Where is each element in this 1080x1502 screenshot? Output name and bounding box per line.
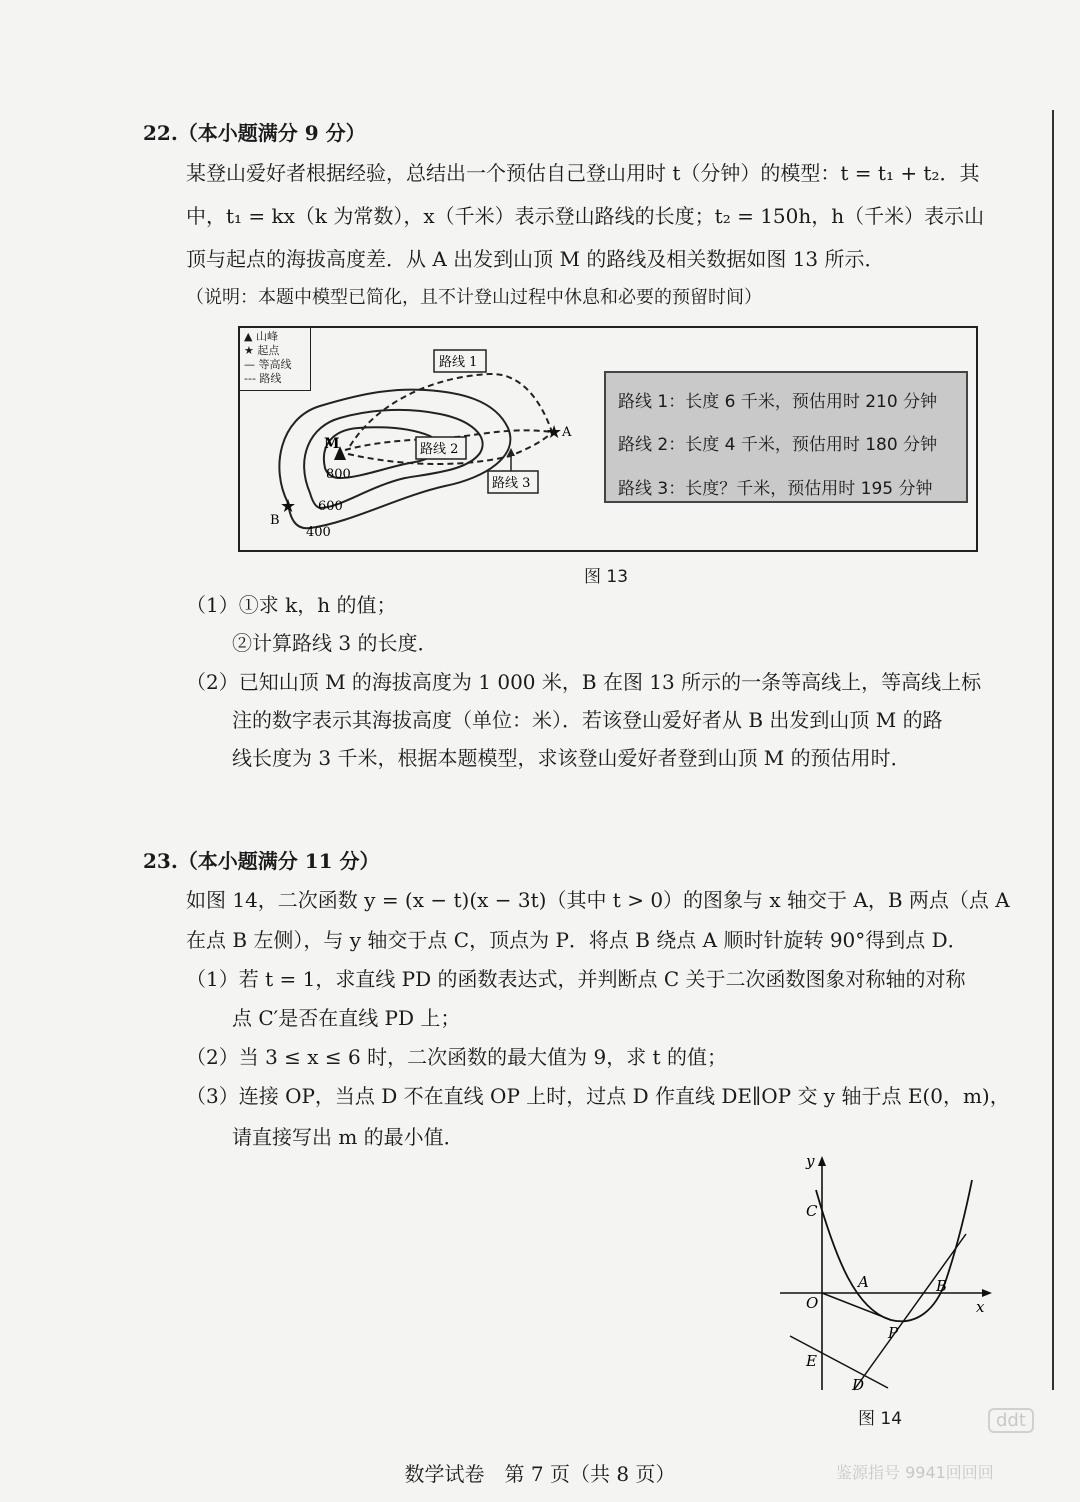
point-b-label: B (270, 513, 280, 528)
q22-part2-line1: （2）已知山顶 M 的海拔高度为 1 000 米，B 在图 13 所示的一条等高线上，等高线上标 (186, 670, 982, 694)
start-a-icon: ★ (546, 422, 563, 443)
q22-part2-line3: 线长度为 3 千米，根据本题模型，求该登山爱好者登到山顶 M 的预估用时． (232, 746, 911, 770)
q23-line2: 在点 B 左侧），与 y 轴交于点 C，顶点为 P．将点 B 绕点 A 顺时针旋转 90°得到点 D． (186, 928, 968, 952)
q23-heading: 23.（本小题满分 11 分） (143, 849, 380, 873)
line-op (822, 1293, 891, 1320)
q22-line3: 顶与起点的海拔高度差．从 A 出发到山顶 M 的路线及相关数据如图 13 所示． (186, 247, 885, 271)
contour-label-600: 600 (318, 499, 343, 514)
start-b-icon: ★ (280, 496, 297, 517)
q22-note: （说明：本题中模型已简化，且不计登山过程中休息和必要的预留时间） (186, 287, 762, 308)
q22-heading: 22.（本小题满分 9 分） (143, 121, 366, 145)
q22-part1-b: ②计算路线 3 的长度． (232, 631, 438, 655)
q23-part2: （2）当 3 ≤ x ≤ 6 时，二次函数的最大值为 9，求 t 的值； (186, 1045, 727, 1069)
label-x: x (976, 1298, 985, 1316)
q23-part1-line1: （1）若 t = 1，求直线 PD 的函数表达式，并判断点 C 关于二次函数图象对称轴的对称 (186, 967, 966, 991)
q22-line1: 某登山爱好者根据经验，总结出一个预估自己登山用时 t（分钟）的模型：t = t₁ + t₂．其 (186, 161, 980, 185)
point-m-label: M (324, 436, 340, 452)
legend-route: --- 路线 (244, 372, 282, 385)
route-tag-3: 路线 3 (492, 476, 531, 491)
route-info-1: 路线 1：长度 6 千米，预估用时 210 分钟 (618, 392, 938, 412)
label-b: B (936, 1277, 948, 1295)
legend-peak: ▲ 山峰 (244, 330, 278, 343)
q23-part3-line2: 请直接写出 m 的最小值． (232, 1125, 464, 1149)
figure-13-caption: 图 13 (584, 567, 629, 587)
q23-part3-line1: （3）连接 OP，当点 D 不在直线 OP 上时，过点 D 作直线 DE∥OP 交 y 轴于点 E(0，m)， (186, 1084, 1010, 1108)
legend-contour: — 等高线 (244, 358, 292, 371)
label-o: O (806, 1294, 819, 1312)
figure-14-graph (776, 1150, 996, 1400)
page-footer: 数学试卷 第 7 页（共 8 页） (404, 1462, 676, 1486)
q22-part1-a: （1）①求 k，h 的值； (186, 593, 397, 617)
q23-part1-line2: 点 C′是否在直线 PD 上； (232, 1006, 461, 1030)
page-right-border (1052, 110, 1054, 1390)
q22-part2-line2: 注的数字表示其海拔高度（单位：米）．若该登山爱好者从 B 出发到山顶 M 的路 (232, 708, 943, 732)
route-info-2: 路线 2：长度 4 千米，预估用时 180 分钟 (618, 435, 938, 455)
label-e: E (806, 1352, 817, 1370)
route-info-panel (604, 371, 968, 503)
label-y: y (806, 1152, 815, 1170)
watermark-text: 鉴源指号 9941回回回 (836, 1463, 994, 1482)
route-info-3: 路线 3：长度？千米，预估用时 195 分钟 (618, 479, 933, 499)
watermark-logo: ddt (988, 1408, 1034, 1433)
legend-start: ★ 起点 (244, 344, 280, 357)
contour-label-800: 800 (326, 467, 351, 482)
route-tag-1: 路线 1 (439, 355, 478, 370)
q23-line1: 如图 14，二次函数 y = (x − t)(x − 3t)（其中 t > 0）的图象与 x 轴交于 A，B 两点（点 A (186, 888, 1010, 912)
figure-14-caption: 图 14 (858, 1409, 903, 1429)
label-a: A (858, 1273, 869, 1291)
contour-map (240, 328, 600, 546)
label-c: C (806, 1202, 818, 1220)
contour-label-400: 400 (306, 525, 331, 540)
label-p: P (888, 1324, 899, 1342)
point-a-label: A (562, 425, 572, 440)
q22-line2: 中，t₁ = kx（k 为常数），x（千米）表示登山路线的长度；t₂ = 150h，h（千米）表示山 (186, 204, 985, 228)
route-tag-2: 路线 2 (420, 442, 459, 457)
label-d: D (852, 1376, 865, 1394)
